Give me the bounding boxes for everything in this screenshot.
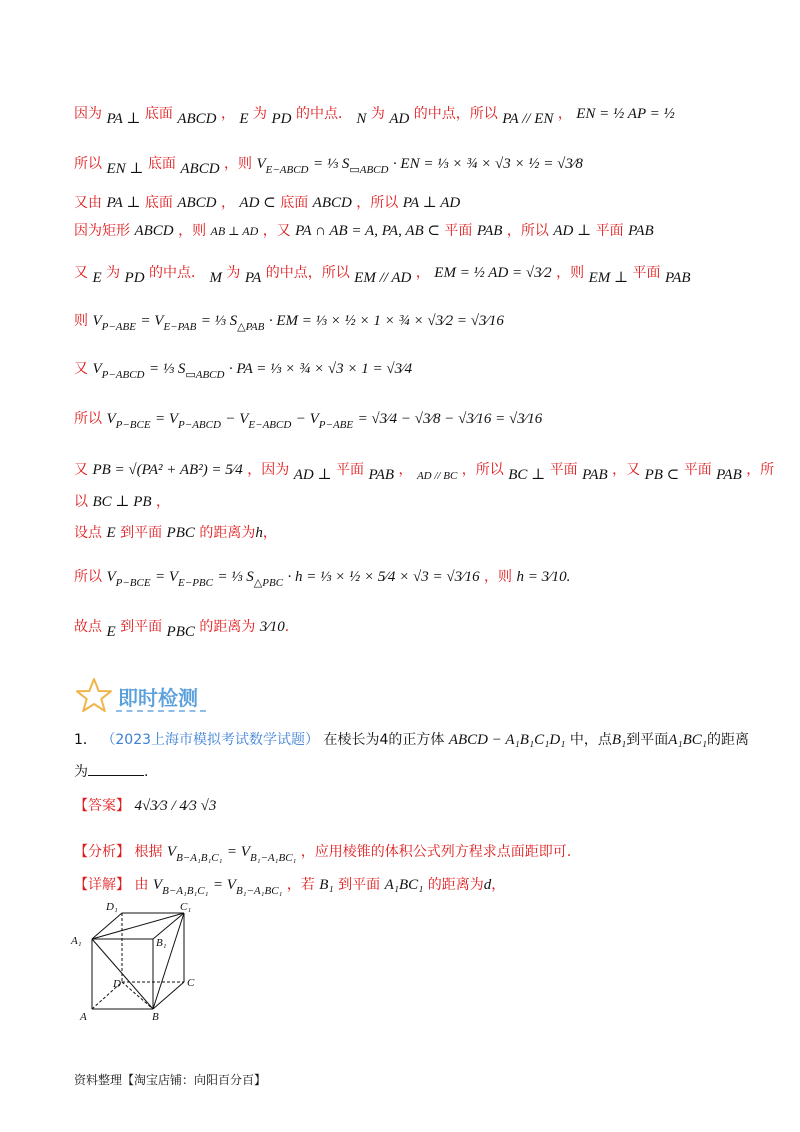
text: 又 <box>74 265 88 281</box>
text: 的正方体 <box>388 732 445 748</box>
math: B₁ <box>611 732 627 748</box>
text: 为 <box>106 265 121 281</box>
math: PBC <box>166 525 195 541</box>
math: · EN = ⅓ × ¾ × √3 × ½ = √3⁄8 <box>392 156 583 172</box>
math-subscript: ▭ABCD <box>349 164 389 176</box>
text: 平面 <box>336 462 365 478</box>
vertex-label-d: D <box>113 978 121 990</box>
math: PAB <box>582 467 608 483</box>
math: 3⁄10 <box>259 619 285 635</box>
solution-line-5 <box>74 262 691 284</box>
solution-line-10 <box>74 491 170 513</box>
text: ， <box>415 265 430 281</box>
solution-line-12 <box>74 566 570 589</box>
math: M <box>209 270 222 286</box>
vertex-label-a1: A₁ <box>71 935 82 947</box>
math: AD ⊂ <box>239 195 276 211</box>
math: EM ⊥ <box>588 270 629 286</box>
vertex-label-b: B <box>152 1011 159 1023</box>
text: ， <box>262 525 277 541</box>
math-subscript: E−ABCD <box>248 419 292 431</box>
text: 的中点，所以 <box>413 106 498 122</box>
text: 平面 <box>549 462 578 478</box>
section-underline <box>116 710 206 712</box>
vertex-label-c1: C₁ <box>180 901 192 913</box>
text: 的距离为 <box>427 877 484 893</box>
math: V <box>106 569 116 585</box>
text: ，又 <box>612 462 641 478</box>
math: V <box>256 156 266 172</box>
text: 为 <box>253 106 268 122</box>
text: 又 <box>74 361 88 377</box>
math: ABCD <box>177 111 217 127</box>
solution-line-8 <box>74 408 542 431</box>
text: 根据 <box>134 844 163 860</box>
detail-label: 【详解】 <box>74 877 130 893</box>
math: PAB <box>716 467 742 483</box>
math: PAB <box>664 270 691 286</box>
math: N <box>356 111 367 127</box>
solution-line-3 <box>74 192 460 214</box>
solution-line-2 <box>74 153 583 176</box>
problem-source: （2023上海市模拟考试数学试题） <box>101 732 320 748</box>
text: 为 <box>74 764 88 780</box>
text: ，则 <box>224 156 253 172</box>
text: 以 <box>74 494 88 510</box>
text: ，应用棱锥的体积公式列方程求点面距即可. <box>300 844 572 860</box>
text: 因为矩形 <box>74 223 130 239</box>
text: 底面 <box>147 156 176 172</box>
math-subscript: E−PAB <box>163 321 197 333</box>
math-subscript: P−BCE <box>115 419 151 431</box>
analysis-label: 【分析】 <box>74 844 130 860</box>
math: AD ⊥ <box>553 223 592 239</box>
math: − V <box>295 411 319 427</box>
math: AD // BC <box>416 470 458 482</box>
math-subscript: B−A₁B₁C₁ <box>176 852 223 864</box>
math-subscript: B₁−A₁BC₁ <box>249 852 297 864</box>
math: AB ⊥ AD <box>210 224 259 238</box>
problem-number: 1． <box>74 732 97 748</box>
math: = V <box>155 411 179 427</box>
solution-line-7 <box>74 358 412 381</box>
math: . <box>566 569 571 585</box>
math: PAB <box>628 223 654 239</box>
math: PBC <box>166 624 195 640</box>
math: BC ⊥ <box>508 467 546 483</box>
math-subscript: E−PBC <box>178 577 213 589</box>
math-subscript: P−ABCD <box>101 369 145 381</box>
text: 因为 <box>74 106 102 122</box>
math: E <box>239 111 249 127</box>
math: EN ⊥ <box>106 161 144 177</box>
text: 到平面 <box>120 525 163 541</box>
text: . <box>144 764 149 780</box>
math: PA <box>244 270 262 286</box>
math: EN = ½ AP = ½ <box>576 106 675 122</box>
math-subscript: E−ABCD <box>265 164 309 176</box>
answer-blank <box>88 761 144 776</box>
text: 4 <box>379 732 389 748</box>
text: 故点 <box>74 619 102 635</box>
vertex-label-a: A <box>80 1011 87 1023</box>
math: V <box>92 361 102 377</box>
math: A₁BC₁ <box>668 732 707 748</box>
solution-line-6 <box>74 310 504 333</box>
math: = ⅓ S <box>148 361 186 377</box>
math: d <box>483 877 492 893</box>
math: ABCD − A₁B₁C₁D₁ <box>448 732 566 748</box>
math: BC ⊥ PB <box>92 494 152 510</box>
text: 的距离为 <box>199 619 256 635</box>
text: ， <box>557 106 572 122</box>
math: V <box>152 877 163 893</box>
text: 由 <box>134 877 149 893</box>
text: ， <box>398 462 413 478</box>
text: 平面 <box>683 462 712 478</box>
text: 所以 <box>74 569 102 585</box>
math: − V <box>225 411 249 427</box>
answer-line <box>74 795 216 817</box>
math-subscript: B₁−A₁BC₁ <box>235 885 283 897</box>
math: h = 3⁄10 <box>516 569 567 585</box>
section-title: 即时检测 <box>118 686 198 710</box>
math: EM // AD <box>354 270 412 286</box>
math: PAB <box>476 223 503 239</box>
text: ，所以 <box>506 223 549 239</box>
solution-line-9 <box>74 459 774 482</box>
vertex-label-b1: B₁ <box>156 937 167 949</box>
math: · EM = ⅓ × ½ × 1 × ¾ × √3⁄2 = √3⁄16 <box>268 313 504 329</box>
math-subscript: P−ABE <box>318 419 354 431</box>
math: EM = ½ AD = √3⁄2 <box>434 265 552 281</box>
math-subscript: P−BCE <box>115 577 151 589</box>
text: ，则 <box>556 265 585 281</box>
detail-line <box>74 874 505 897</box>
math: AD <box>389 111 410 127</box>
text: 底面 <box>144 195 173 211</box>
solution-line-4 <box>74 220 654 242</box>
math: PA ⊥ <box>106 111 141 127</box>
math: B₁ <box>319 877 334 893</box>
text: 平面 <box>632 265 661 281</box>
math: = V <box>226 844 250 860</box>
math: ABCD <box>180 161 220 177</box>
math: · PA = ⅓ × ¾ × √3 × 1 = √3⁄4 <box>228 361 413 377</box>
math: PB ⊂ <box>644 467 680 483</box>
math-subscript: △PAB <box>237 321 265 333</box>
text: ，又 <box>262 223 291 239</box>
text: 平面 <box>444 223 473 239</box>
math: ABCD <box>312 195 352 211</box>
math-subscript: ▭ABCD <box>185 369 225 381</box>
text: 到平面 <box>338 877 381 893</box>
math-subscript: B−A₁B₁C₁ <box>162 885 209 897</box>
text: 则 <box>74 313 88 329</box>
vertex-label-d1: D₁ <box>106 901 118 913</box>
text: ， <box>220 195 235 211</box>
problem-line-2 <box>74 761 148 783</box>
math: AD ⊥ <box>293 467 332 483</box>
text: 为 <box>370 106 385 122</box>
text: 的中点． <box>148 265 205 281</box>
text: . <box>284 619 290 635</box>
math: V <box>92 313 102 329</box>
math: = V <box>155 569 179 585</box>
math: V <box>106 411 116 427</box>
text: 所以 <box>74 156 102 172</box>
math: PD <box>271 111 292 127</box>
math-subscript: P−ABE <box>101 321 136 333</box>
text: 的距离 <box>707 732 749 748</box>
text: 所以 <box>74 411 102 427</box>
math: = V <box>212 877 236 893</box>
text: 在棱长为 <box>323 732 380 748</box>
answer-value: 4√3⁄3 / 4⁄3 √3 <box>134 798 217 814</box>
text: ，因为 <box>247 462 290 478</box>
text: ，所 <box>746 462 775 478</box>
text: 底面 <box>280 195 309 211</box>
math: A₁BC₁ <box>384 877 424 893</box>
text: 的中点． <box>295 106 352 122</box>
solution-line-13 <box>74 616 289 638</box>
solution-line-11 <box>74 522 277 544</box>
text: ，所以 <box>356 195 399 211</box>
math: PB = √(PA² + AB²) = 5⁄4 <box>92 462 243 478</box>
text: ， <box>220 106 235 122</box>
math: E <box>106 525 116 541</box>
text: ， <box>491 877 506 893</box>
math: ABCD <box>177 195 217 211</box>
solution-line-1 <box>74 103 675 125</box>
text: 又由 <box>74 195 102 211</box>
text: 中，点 <box>569 732 612 748</box>
text: ，则 <box>178 223 207 239</box>
math: V <box>166 844 177 860</box>
answer-label: 【答案】 <box>74 798 130 814</box>
math-subscript: P−ABCD <box>178 419 221 431</box>
math: · h = ⅓ × ½ × 5⁄4 × √3 = √3⁄16 <box>287 569 480 585</box>
math: PA ⊥ <box>106 195 141 211</box>
math: PAB <box>368 467 395 483</box>
math: = ⅓ S <box>312 156 350 172</box>
problem-line-1 <box>74 729 749 751</box>
math: h <box>255 525 263 541</box>
text: 为 <box>226 265 241 281</box>
math: PA ⊥ AD <box>402 195 461 211</box>
math: = ⅓ S <box>217 569 254 585</box>
cube-figure <box>66 898 206 1028</box>
text: 的距离为 <box>199 525 256 541</box>
text: ，所以 <box>461 462 504 478</box>
text: 到平面 <box>120 619 163 635</box>
text: 又 <box>74 462 88 478</box>
section-heading <box>74 674 202 718</box>
math: ABCD <box>134 223 174 239</box>
math: = ⅓ S <box>200 313 238 329</box>
analysis-line <box>74 841 571 864</box>
text: 设点 <box>74 525 102 541</box>
math: PD <box>124 270 145 286</box>
text: 平面 <box>595 223 624 239</box>
text: 的中点，所以 <box>265 265 350 281</box>
math: PA // EN <box>502 111 554 127</box>
text: 底面 <box>144 106 173 122</box>
math-subscript: △PBC <box>253 577 284 589</box>
page-footer: 资料整理【淘宝店铺：向阳百分百】 <box>74 1073 267 1087</box>
text: ， <box>156 494 171 510</box>
text: ，若 <box>286 877 315 893</box>
math: E <box>106 624 116 640</box>
text: 到平面 <box>626 732 669 748</box>
math: E <box>92 270 102 286</box>
math: = √3⁄4 − √3⁄8 − √3⁄16 = √3⁄16 <box>357 411 543 427</box>
math: PA ∩ AB = A, PA, AB ⊂ <box>295 223 440 239</box>
vertex-label-c: C <box>187 977 195 989</box>
math: = V <box>140 313 164 329</box>
text: ，则 <box>484 569 513 585</box>
star-icon <box>74 676 114 716</box>
